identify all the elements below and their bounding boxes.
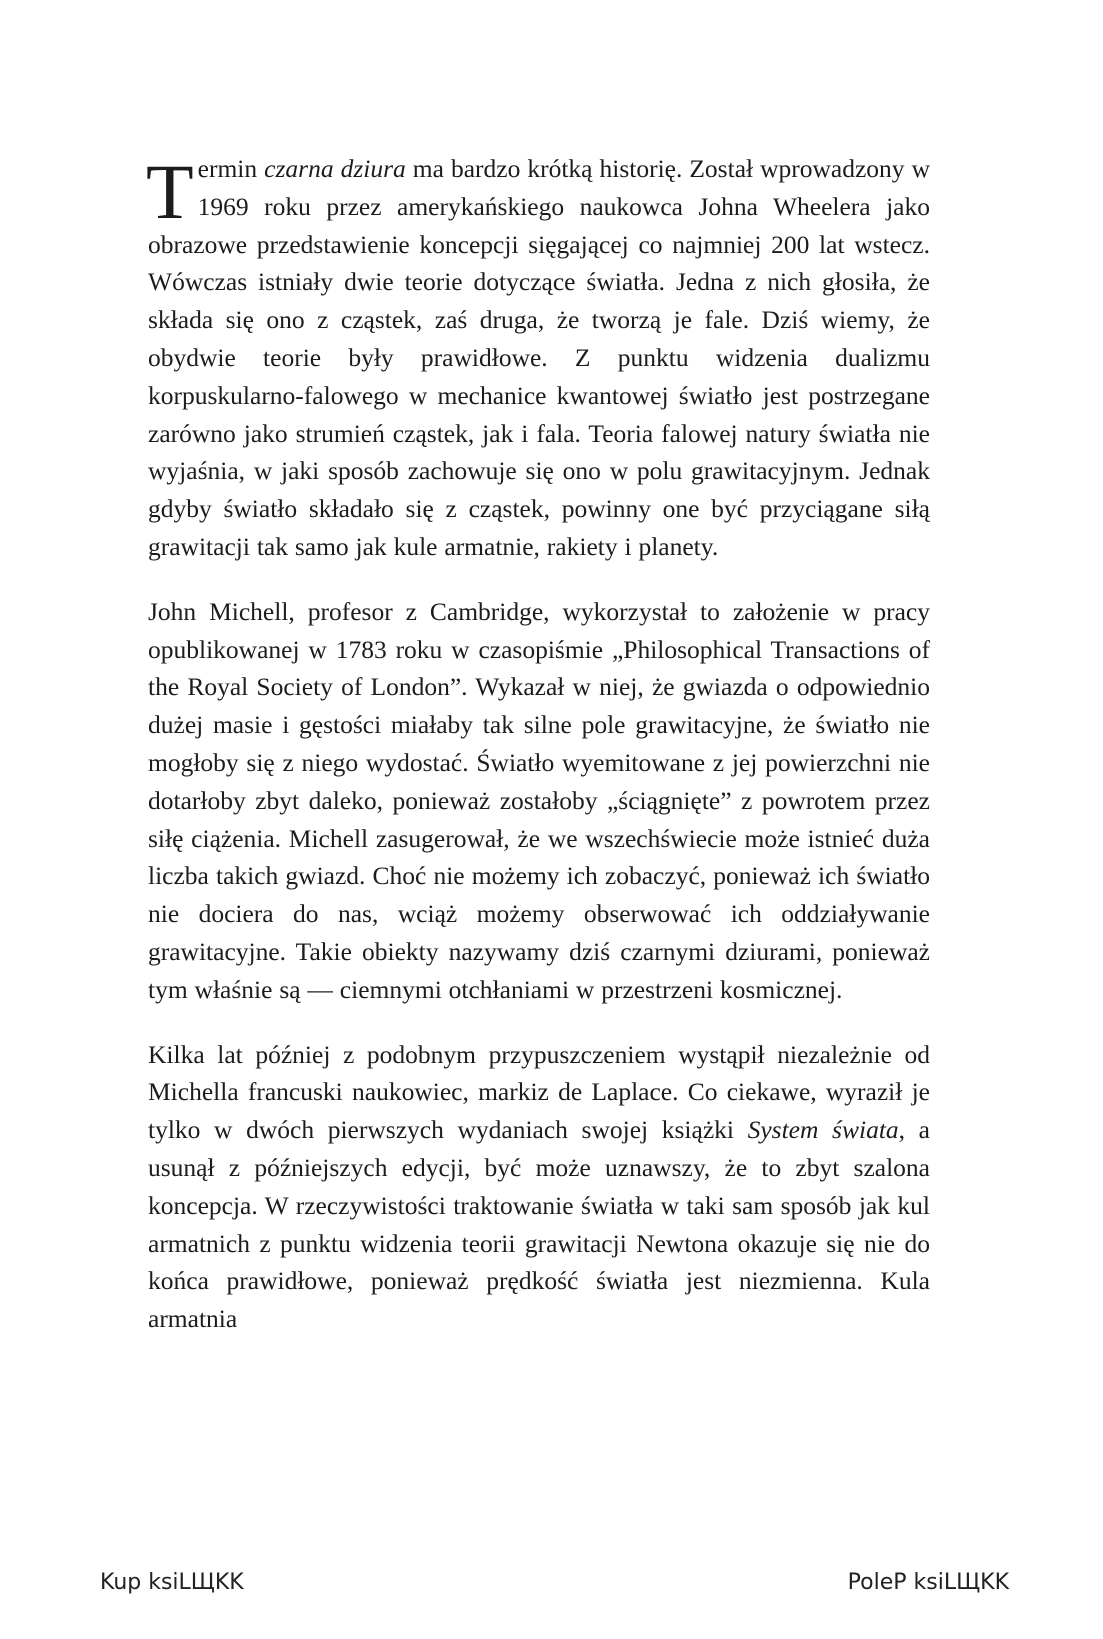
page-body-text — [148, 150, 930, 1338]
paragraph-black-hole-history — [148, 150, 930, 566]
italic-term: czarna dziura — [264, 154, 406, 183]
text-run: , a usunął z późniejszych edycji, być może uznawszy, że to zbyt szalona koncepcja. W rzeczywistości traktowanie światła w taki sam sposób jak kul armatnich z punktu widzenia teorii grawitacji Newtona okazuje się nie do końca prawidłowe, ponieważ prędkość światła jest niezmienna. Kula armatnia — [148, 1115, 930, 1334]
paragraph-john-michell — [148, 593, 930, 1009]
text-run: ermin — [197, 154, 265, 183]
buy-book-link[interactable]: Kup ksiLЩKK — [100, 1570, 244, 1595]
text-run: Kilka lat później z podobnym przypuszczeniem wystąpił niezależnie od Michella francuski naukowiec, markiz de Laplace. Co ciekawe, wyraził je tylko w dwóch pierwszych wydaniach swojej książki — [148, 1039, 930, 1145]
text-run: John Michell, profesor z Cambridge, wykorzystał to założenie w pracy opublikowanej w 1783 roku w czasopiśmie „Philosophical Transactions of the Royal Society of London”. Wykazał w niej, że gwiazda o odpowiednio dużej masie i gęstości miałaby tak silne pole grawitacyjne, że światło nie mogłoby się z niego wydostać. Światło wyemitowane z jej powierzchni nie dotarłoby zbyt daleko, ponieważ zostałoby „ściągnięte” z powrotem przez siłę ciążenia. Michell zasugerował, że we wszechświecie może istnieć duża liczba takich gwiazd. Choć nie możemy ich zobaczyć, ponieważ ich światło nie dociera do nas, wciąż możemy obserwować ich oddziaływanie grawitacyjne. Takie obiekty nazywamy dziś czarnymi dziurami, ponieważ tym właśnie są — ciemnymi otchłaniami w przestrzeni kosmicznej. — [148, 596, 930, 1004]
italic-book-title: System świata — [747, 1115, 899, 1145]
dropcap-letter: T — [146, 148, 194, 235]
paragraph-laplace — [148, 1036, 930, 1338]
recommend-book-link[interactable]: PoleP ksiLЩKK — [847, 1570, 1009, 1595]
text-run: ma bardzo krótką historię. Został wprowadzony w 1969 roku przez amerykańskiego naukowca Johna Wheelera jako obrazowe przedstawienie koncepcji sięgającej co najmniej 200 lat wstecz. Wówczas istniały dwie teorie dotyczące światła. Jedna z nich głosiła, że składa się ono z cząstek, zaś druga, że tworzą je fale. Dziś wiemy, że obydwie teorie były prawidłowe. Z punktu widzenia dualizmu korpuskularno-falowego w mechanice kwantowej światło jest postrzegane zarówno jako strumień cząstek, jak i fala. Teoria falowej natury światła nie wyjaśnia, w jaki sposób zachowuje się ono w polu grawitacyjnym. Jednak gdyby światło składało się z cząstek, powinny one być przyciągane siłą grawitacji tak samo jak kule armatnie, rakiety i planety. — [148, 154, 930, 561]
